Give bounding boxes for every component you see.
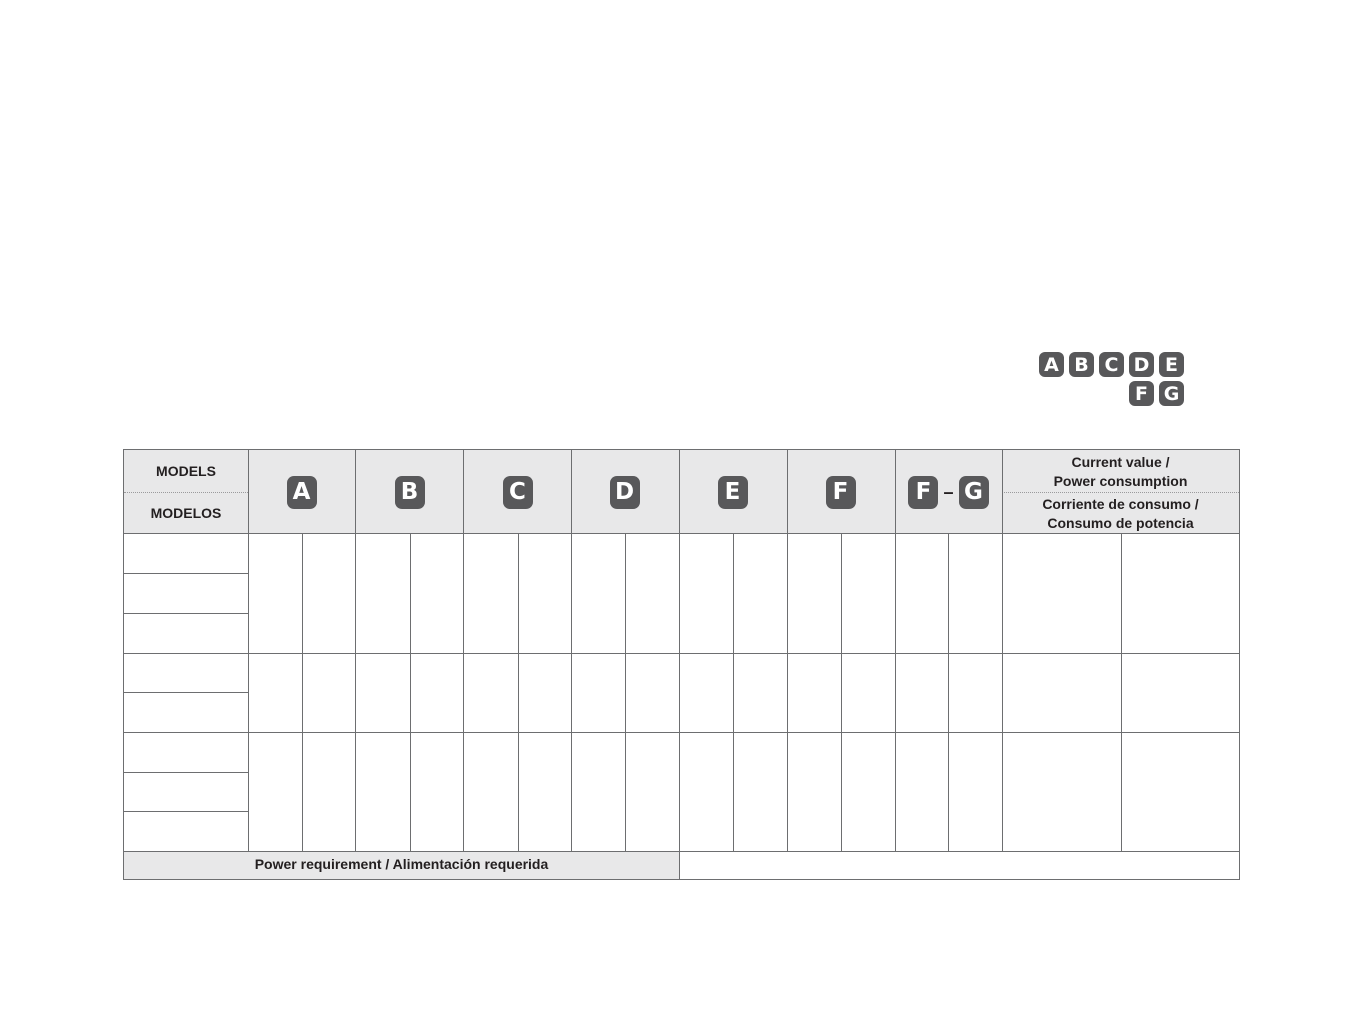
column-header-d (571, 450, 678, 534)
model-g-range-badge: G (959, 476, 989, 509)
column-line (248, 450, 249, 852)
footer-top-line (124, 851, 1239, 852)
subcolumn-line (733, 534, 734, 852)
model-legend (1039, 352, 1189, 408)
column-line (355, 450, 356, 852)
column-header-f (787, 450, 894, 534)
subcolumn-line (625, 534, 626, 852)
legend-badge-f: F (1129, 381, 1154, 406)
column-header-b (356, 450, 463, 534)
model-row-line (124, 573, 248, 574)
subcolumn-line (518, 534, 519, 852)
models-divider (124, 492, 248, 493)
range-separator: – (943, 481, 954, 502)
legend-badge-a: A (1039, 352, 1064, 377)
model-a-badge: A (287, 476, 317, 509)
column-line (463, 450, 464, 852)
model-c-badge: C (503, 476, 533, 509)
column-header-e (679, 450, 786, 534)
column-line (679, 450, 680, 879)
subcolumn-line (410, 534, 411, 852)
header-bottom-line (124, 533, 1239, 534)
legend-badge-c: C (1099, 352, 1124, 377)
group1-bottom-line (124, 653, 1239, 654)
power-requirement-label: Power requirement / Alimentación requerida (254, 856, 549, 872)
group2-bottom-line (124, 732, 1239, 733)
column-line (787, 450, 788, 852)
subcolumn-line (841, 534, 842, 852)
column-line (895, 450, 896, 852)
model-row-line (124, 772, 248, 773)
current-header-en-2: Power consumption (1053, 473, 1188, 489)
column-line (1002, 450, 1003, 852)
model-row-line (124, 692, 248, 693)
subcolumn-line (302, 534, 303, 852)
legend-badge-d: D (1129, 352, 1154, 377)
model-f-range-badge: F (908, 476, 938, 509)
model-e-badge: E (718, 476, 748, 509)
current-header-en-1: Current value / (1071, 454, 1170, 470)
current-header-es-2: Consumo de potencia (1047, 515, 1194, 531)
specification-table (123, 449, 1240, 880)
current-header-es-1: Corriente de consumo / (1042, 496, 1199, 512)
model-d-badge: D (610, 476, 640, 509)
subcolumn-line (1121, 534, 1122, 852)
column-header-a (248, 450, 355, 534)
models-label: MODELS (156, 463, 216, 479)
legend-badge-b: B (1069, 352, 1094, 377)
model-b-badge: B (395, 476, 425, 509)
model-f-badge: F (826, 476, 856, 509)
legend-badge-g: G (1159, 381, 1184, 406)
modelos-label: MODELOS (150, 505, 222, 521)
current-header-divider (1002, 492, 1239, 493)
subcolumn-line (948, 534, 949, 852)
column-header-c (464, 450, 571, 534)
model-row-line (124, 613, 248, 614)
column-line (571, 450, 572, 852)
column-header-f-g (895, 450, 1002, 534)
legend-badge-e: E (1159, 352, 1184, 377)
model-row-line (124, 811, 248, 812)
